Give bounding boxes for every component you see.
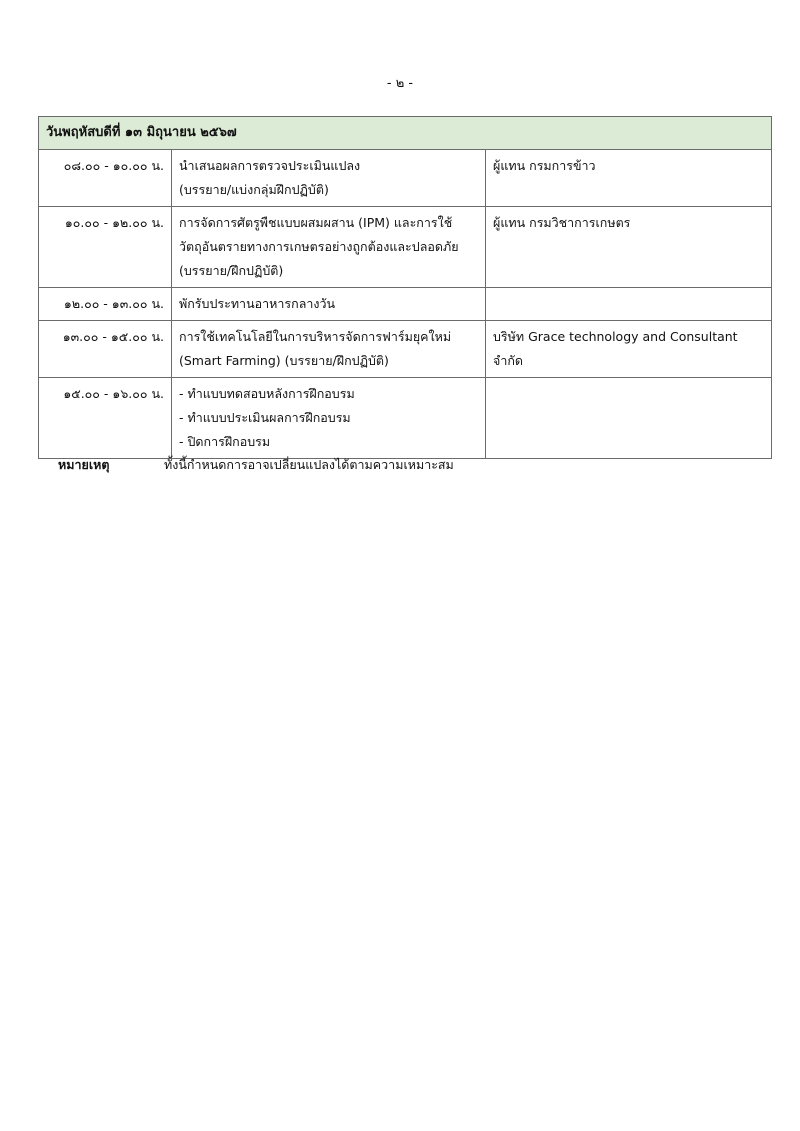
speaker-line: จำกัด — [493, 353, 524, 368]
speaker-cell — [486, 150, 772, 207]
speaker-cell — [486, 378, 772, 459]
table-row — [39, 150, 772, 207]
note — [58, 455, 454, 475]
day-header-row — [39, 117, 772, 150]
topic-line: (Smart Farming) (บรรยาย/ฝึกปฏิบัติ) — [179, 353, 389, 368]
topic-line: นำเสนอผลการตรวจประเมินแปลง — [179, 158, 361, 173]
schedule-table — [38, 116, 772, 459]
topic-cell — [172, 288, 486, 321]
speaker-cell — [486, 321, 772, 378]
speaker-line: ผู้แทน กรมการข้าว — [493, 158, 596, 173]
note-label: หมายเหตุ — [58, 457, 110, 472]
topic-line: - ทำแบบประเมินผลการฝึกอบรม — [179, 410, 351, 425]
topic-cell — [172, 321, 486, 378]
speaker-line: บริษัท Grace technology and Consultant — [493, 329, 738, 344]
table-row — [39, 288, 772, 321]
topic-cell — [172, 378, 486, 459]
time-cell: ๑๒.๐๐ - ๑๓.๐๐ น. — [39, 288, 172, 321]
table-row — [39, 378, 772, 459]
time-cell: ๑๐.๐๐ - ๑๒.๐๐ น. — [39, 207, 172, 288]
speaker-cell — [486, 207, 772, 288]
topic-line: การใช้เทคโนโลยีในการบริหารจัดการฟาร์มยุคใหม่ — [179, 329, 452, 344]
time-cell: ๐๘.๐๐ - ๑๐.๐๐ น. — [39, 150, 172, 207]
topic-line: วัตถุอันตรายทางการเกษตรอย่างถูกต้องและปลอดภัย — [179, 239, 459, 254]
topic-line: (บรรยาย/แบ่งกลุ่มฝึกปฏิบัติ) — [179, 182, 329, 197]
note-text: ทั้งนี้กำหนดการอาจเปลี่ยนแปลงได้ตามความเหมาะสม — [164, 457, 454, 472]
table-row — [39, 321, 772, 378]
table-row — [39, 207, 772, 288]
topic-cell — [172, 150, 486, 207]
speaker-line: ผู้แทน กรมวิชาการเกษตร — [493, 215, 631, 230]
topic-line: - ทำแบบทดสอบหลังการฝึกอบรม — [179, 386, 355, 401]
topic-cell — [172, 207, 486, 288]
speaker-cell — [486, 288, 772, 321]
time-cell: ๑๓.๐๐ - ๑๕.๐๐ น. — [39, 321, 172, 378]
page-number: - ๒ - — [386, 76, 414, 91]
day-header: วันพฤหัสบดีที่ ๑๓ มิถุนายน ๒๕๖๗ — [39, 117, 772, 150]
topic-line: พักรับประทานอาหารกลางวัน — [179, 296, 336, 311]
topic-line: - ปิดการฝึกอบรม — [179, 434, 271, 449]
time-cell: ๑๕.๐๐ - ๑๖.๐๐ น. — [39, 378, 172, 459]
topic-line: (บรรยาย/ฝึกปฏิบัติ) — [179, 263, 284, 278]
topic-line: การจัดการศัตรูพืชแบบผสมผสาน (IPM) และการใช้ — [179, 215, 453, 230]
